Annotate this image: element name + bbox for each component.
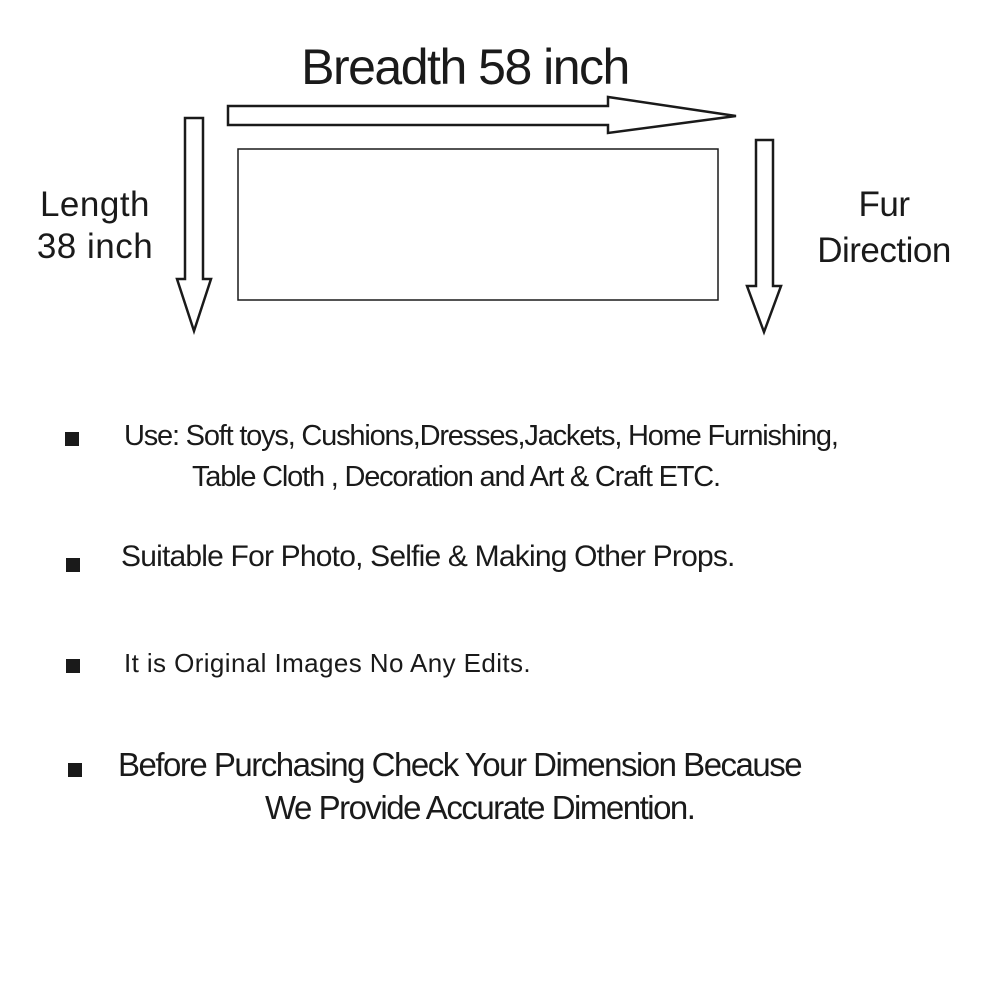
bullet-square-icon bbox=[68, 763, 82, 777]
breadth-label: Breadth 58 inch bbox=[301, 39, 629, 95]
length-label bbox=[10, 184, 180, 268]
bullet-text-line: We Provide Accurate Dimention. bbox=[265, 789, 695, 826]
bullet-text-line: Table Cloth , Decoration and Art & Craft ETC. bbox=[192, 461, 720, 493]
bullet-item-original bbox=[0, 648, 1000, 684]
bullet-text-line: Use: Soft toys, Cushions,Dresses,Jackets, Home Furnishing, bbox=[124, 420, 838, 452]
fabric-rectangle bbox=[238, 149, 718, 300]
bullet-item-dimension bbox=[0, 746, 1000, 836]
bullet-text-line: Suitable For Photo, Selfie & Making Other Props. bbox=[121, 540, 735, 573]
bullet-square-icon bbox=[66, 558, 80, 572]
length-label-line-1: Length bbox=[39, 185, 151, 224]
length-arrow-icon bbox=[177, 118, 211, 331]
breadth-arrow-icon bbox=[228, 97, 736, 133]
bullet-text-line: Before Purchasing Check Your Dimension Because bbox=[118, 746, 802, 783]
fabric-dimension-diagram bbox=[0, 0, 1000, 360]
fur-label-line-2: Direction bbox=[817, 231, 951, 270]
bullet-square-icon bbox=[66, 659, 80, 673]
bullet-item-suitable bbox=[0, 540, 1000, 580]
bullet-item-use bbox=[0, 420, 1000, 500]
fur-direction-arrow-icon bbox=[747, 140, 781, 332]
bullet-text-line: It is Original Images No Any Edits. bbox=[124, 648, 532, 678]
fur-direction-label bbox=[795, 182, 973, 274]
bullet-square-icon bbox=[65, 432, 79, 446]
fur-label-line-1: Fur bbox=[858, 185, 910, 224]
length-label-line-2: 38 inch bbox=[36, 227, 154, 266]
